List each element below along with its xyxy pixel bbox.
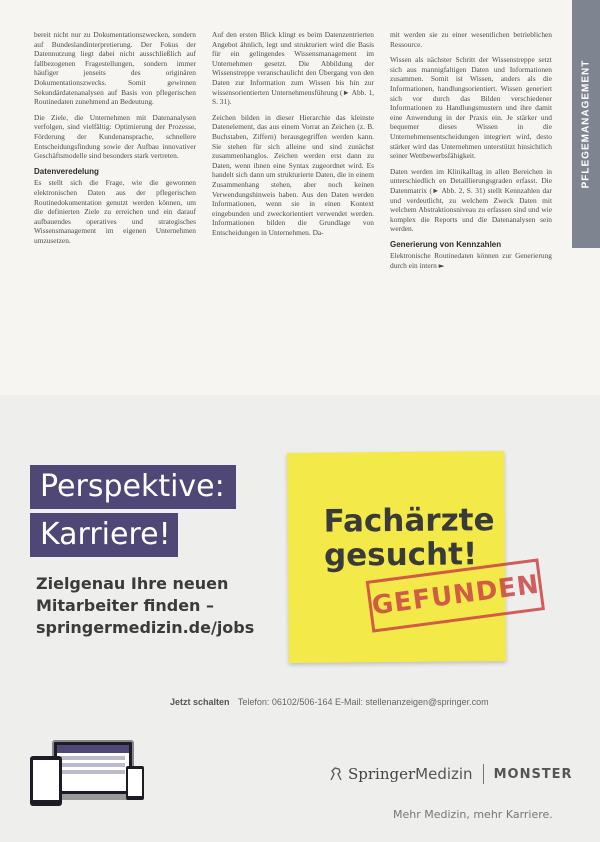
article-column-3 (390, 30, 552, 277)
paragraph: bereit nicht nur zu Dokumentationszwecken, sondern auf Bundeslandinterpretierung. Der Fokus der Datennutzung liegt dabei nicht ausschließlich auf fallbezogenen Fragestellungen, sondern immer häufiger jenseits des originären Dokumentationszwecks. Somit gewinnen Sekundärdatenanalysen auf Basis von pflegerischen Routinedaten zunehmend an Bedeutung. (34, 30, 196, 107)
brand-logos (328, 763, 573, 785)
tablet-icon (30, 756, 62, 806)
contact-cta: Jetzt schalten (170, 697, 230, 707)
subheading: Generierung von Kennzahlen (390, 239, 502, 249)
advertisement (0, 395, 600, 842)
paragraph: mit werden sie zu einer wesentlichen betrieblichen Ressource. (390, 30, 552, 49)
paragraph (390, 251, 552, 270)
paragraph-text: Elektronische Routinedaten können zur Generierung durch ein intern (390, 251, 552, 271)
section-label: PFLEGEMANAGEMENT (580, 59, 592, 189)
note-line: Fachärzte (323, 502, 495, 540)
logo-divider (483, 764, 484, 784)
contact-line (170, 697, 489, 707)
tagline-url[interactable]: springermedizin.de/jobs (36, 618, 255, 637)
phone-icon (126, 766, 144, 800)
tagline-line: Zielgenau Ihre neuen (36, 574, 229, 593)
devices-illustration (30, 740, 150, 820)
subheading: Datenveredelung (34, 166, 99, 176)
note-line: gesucht! (323, 536, 478, 574)
tagline-line: Mitarbeiter finden – (36, 596, 215, 615)
monster-logo: MONSTER (493, 766, 573, 782)
ad-slogan: Mehr Medizin, mehr Karriere. (393, 808, 553, 821)
springer-medizin-logo (348, 765, 473, 783)
springer-horse-icon (328, 766, 344, 782)
article-body (34, 30, 552, 390)
paragraph: Es stellt sich die Frage, wie die gewonnen elektronischen Daten aus der pflegerischen Routinedokumentation genutzt werden können, um die definierten Ziele zu erreichen und ein darauf aufbauendes operatives und strategisches Wissensmanagement im eigenen Unternehmen umzusetzen. (34, 178, 196, 245)
note-title (324, 503, 495, 572)
laptop-icon (52, 740, 134, 796)
paragraph: Auf den ersten Blick klingt es beim Datenzentrierten Angebot ähnlich, legt und strukturiert wird die Basis für ein gelingendes Wissensmanagement im Unternehmen gesetzt. Die Abbildung der Wissenstreppe veranschaulicht den Übergang von den Daten zur Information zum Wissen bis hin zur wissensorientierten Unternehmensführung (► Abb. 1, S. 31). (212, 30, 374, 107)
gefunden-stamp: GEFUNDEN (366, 558, 545, 632)
section-tab (572, 0, 600, 248)
paragraph: Zeichen bilden in dieser Hierarchie das kleinste Datenelement, das aus einem Vorrat an Zeichen (z. B. Buchstaben, Ziffern) herausgegriffen werden kann. Sie stehen für sich alleine und sind zunächst zusammenhanglos. Zeichen werden erst dann zu Daten, wenn ihnen eine Syntax zugeordnet wird. Es handelt sich dann um strukturierte Daten, die in einem Zusammenhang stehen, aber noch keinen Verwendungshinweis haben. Aus den Daten werden Informationen, wenn sie in einen Kontext eingebunden und zweckorientiert verwendet werden. Informationen bilden die Grundlage von Entscheidungen in Unternehmen. Da- (212, 112, 374, 237)
paragraph: Daten werden im Klinikalltag in allen Bereichen in unterschiedlich en Detaillierungsgraden erfasst. Die Datenmatrix (► Abb. 2, S. 31) stellt Kennzahlen dar und verdeutlicht, zu welchem Zweck Daten mit welchem Abstraktionsniveau zu erfassen sind und wie komplex die Reports und die Datenanalysen sein werden. (390, 166, 552, 234)
article-column-1 (34, 30, 196, 251)
springer-word: Springer (348, 765, 416, 783)
article-column-2 (212, 30, 374, 243)
ad-tagline (36, 573, 254, 639)
medizin-word: Medizin (415, 765, 473, 783)
contact-info: Telefon: 06102/506-164 E-Mail: stellenanzeigen@springer.com (237, 697, 489, 707)
paragraph: Wissen als nächster Schritt der Wissenstreppe setzt sich aus mannigfaltigen Daten und Informationen zusammen. Somit ist Wissen, anders als die Informationen, handlungsorientiert. Wissen generiert sich vor durch das Bilden verschiedener Informationen zu Handlungsmustern und ihre damit eine Anwendung in der Praxis ein. Je stärker und bequemer dieses Wissen in die Unternehmensentscheidungen integriert wird, desto stärker wird das Unternehmen unterstützt hinsichtlich seiner Wettbewerbsfähigkeit. (390, 55, 552, 161)
ad-headline-line2: Karriere! (30, 513, 178, 557)
paragraph: Die Ziele, die Unternehmen mit Datenanalysen verfolgen, sind vielfältig: Optimierung der Prozesse, Förderung der Kundenansprache, schnellere Entscheidungsfindung sowie der Aufbau innovativer Geschäftsmodelle sind besonders stark vertreten. (34, 112, 196, 161)
ad-headline-line1: Perspektive: (30, 465, 236, 509)
sticky-note (287, 451, 542, 663)
continue-arrow-icon: ► (438, 261, 445, 271)
